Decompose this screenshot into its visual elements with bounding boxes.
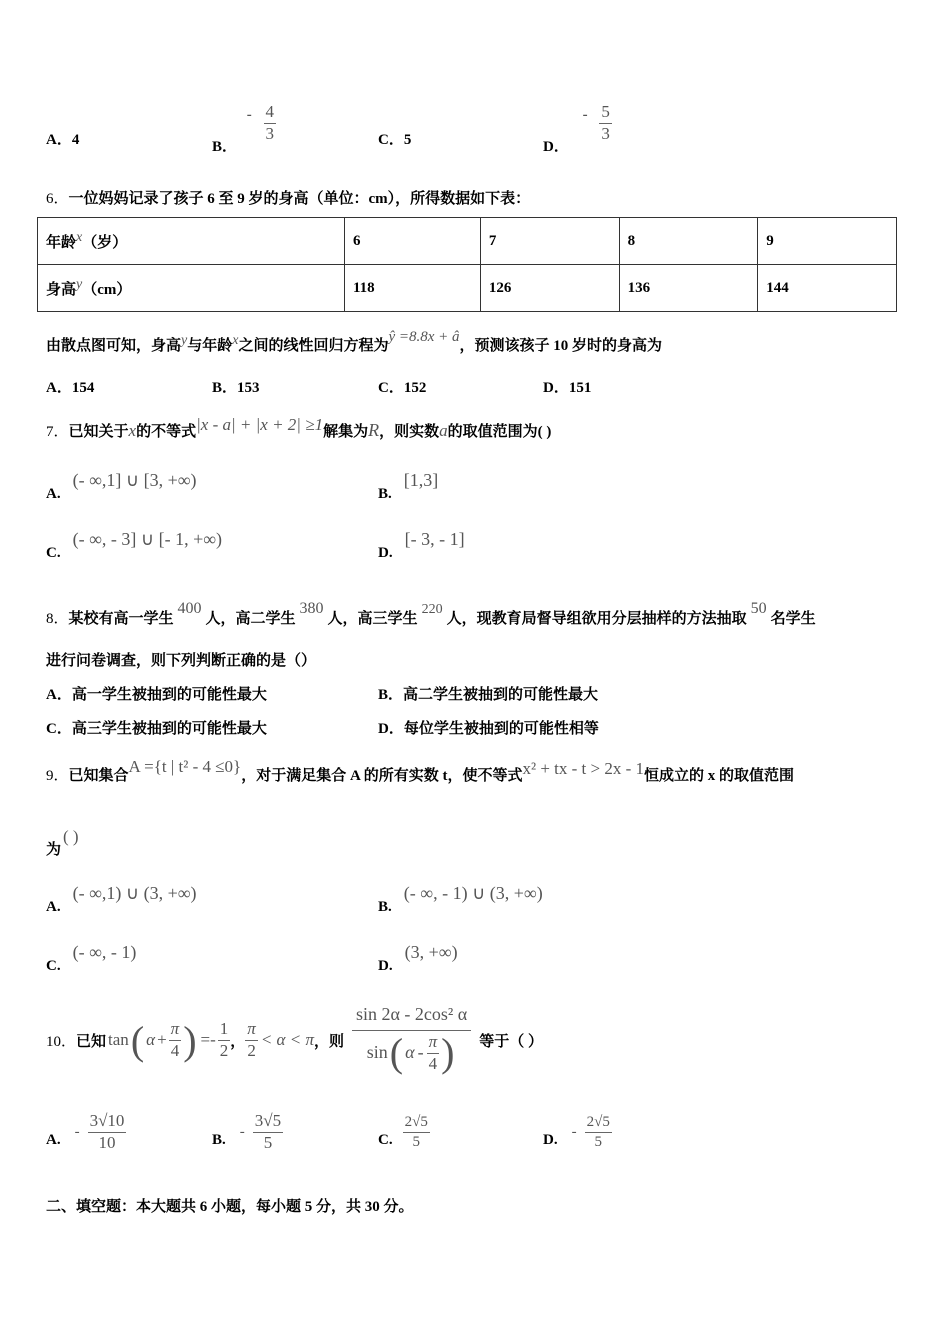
text: 人，高二学生 [205,611,296,627]
var-x: x [128,421,137,440]
table-header-cell [38,218,345,265]
q10-option-d [543,1114,612,1150]
text: 由散点图可知，身高 [46,338,182,354]
option-label: D． [543,138,569,155]
equals-negative: =- [200,1030,216,1049]
option-label: B． [212,380,238,396]
q9-option-b [378,883,543,915]
question-number: 8． [46,611,69,627]
option-value: 5 [403,132,412,148]
option-value: 高一学生被抽到的可能性最大 [71,687,267,703]
option-value: (- ∞, - 1) ∪ (3, +∞) [403,883,543,903]
cell-unit: （cm） [82,282,132,298]
question-number: 6． [46,191,69,207]
q6-option-c [378,376,426,397]
table-row [38,265,897,312]
q9-option-a [46,883,197,915]
var-a: a [439,421,448,440]
option-value: (- ∞, - 3] ∪ [- 1, +∞) [72,529,223,549]
option-value: 154 [71,380,95,396]
table-row [38,218,897,265]
text: ，则实数 [379,424,440,440]
height-data-table [37,217,897,312]
denominator: 4 [428,1053,438,1073]
text: 与年龄 [187,338,233,354]
number: 380 [299,600,324,617]
text: 解集为 [323,424,369,440]
text: 已知关于 [68,424,129,440]
text: 名学生 [770,611,816,627]
question-number: 9． [46,768,69,784]
denominator: 2 [219,1040,229,1060]
fraction-pi-over-4 [169,1020,182,1060]
option-label: C． [378,380,404,396]
fraction [585,1114,612,1150]
q8-option-d [378,717,599,738]
option-label: C. [378,1131,393,1148]
q6-option-d [543,376,591,397]
table-cell: 9 [758,218,897,265]
option-label: C. [46,545,61,561]
numerator: π [169,1020,182,1041]
q10-option-b [212,1112,283,1152]
var: y [76,277,83,292]
question-number: 10． [46,1033,77,1050]
number: 400 [177,600,202,617]
sin-function: sin [366,1042,388,1063]
option-sign: - [239,1123,245,1140]
option-label: A. [46,486,61,502]
right-paren: ) [183,1017,197,1063]
q8-stem [46,600,816,628]
q6-stem [46,187,530,208]
table-cell: 144 [758,265,897,312]
text: 为 [46,842,62,858]
table-cell: 6 [345,218,481,265]
numerator: π [427,1033,440,1054]
fraction-one-half [218,1020,231,1060]
number: 50 [750,600,767,617]
fraction [253,1112,283,1152]
set-expression: A ={t | t² - 4 ≤0} [128,757,242,776]
table-cell: 118 [345,265,481,312]
q6-regression-text [46,329,662,355]
denominator: 5 [412,1133,420,1150]
text: 等于（ ） [479,1033,544,1050]
option-value: 151 [568,380,592,396]
text: ，则 [313,1033,344,1050]
denominator: 5 [594,1133,602,1150]
q5-option-d [543,102,612,155]
fraction-pi-over-2 [245,1020,258,1060]
left-paren: ( [389,1030,404,1076]
main-fraction [352,1005,471,1076]
text: ， [230,1033,246,1050]
text: 恒成立的 x 的取值范围 [644,768,795,784]
option-label: D． [378,721,404,737]
option-value: 每位学生被抽到的可能性相等 [403,721,599,737]
text: 人，高三学生 [327,611,418,627]
fraction [88,1112,127,1152]
inequality: x² + tx - t > 2x - 1 [522,759,645,778]
table-cell: 136 [619,265,758,312]
question-text: 一位妈妈记录了孩子 6 至 9 岁的身高（单位：cm），所得数据如下表： [68,191,531,207]
option-label: D. [378,958,393,974]
option-label: A． [46,380,72,396]
option-label: B． [378,687,404,703]
option-value: (- ∞,1) ∪ (3, +∞) [72,883,197,903]
text: 的不等式 [136,424,197,440]
q8-option-a [46,683,267,704]
fraction [264,103,277,143]
q9-stem [46,757,795,785]
numerator: 4 [264,103,277,124]
option-value: 152 [403,380,427,396]
range-expression: < α < π [260,1030,314,1049]
q7-option-b [378,470,439,502]
option-label: D． [543,380,569,396]
option-label: B． [212,138,238,155]
q7-option-c [46,529,223,561]
var-y: y [181,333,188,348]
cell-label: 年龄 [46,235,77,251]
section-title-fill-in-blank: 二、填空题：本大题共 6 小题，每小题 5 分，共 30 分。 [46,1199,414,1215]
denominator: 4 [170,1040,180,1060]
plus: + [157,1030,167,1049]
numerator: sin 2α - 2cos² α [352,1005,471,1032]
option-value: (- ∞, - 1) [72,942,137,962]
denominator: 3 [601,123,610,143]
text: 的取值范围为( ) [447,424,552,440]
option-label: C． [378,132,404,148]
q9-stem-line2 [46,826,79,858]
denominator: 2 [247,1040,256,1060]
q8-stem-line2: 进行问卷调查，则下列判断正确的是（） [46,653,317,669]
option-label: C． [46,721,72,737]
text: 某校有高一学生 [68,611,174,627]
option-label: D. [543,1131,558,1148]
numerator: 3√5 [253,1112,283,1133]
option-value: 153 [237,380,260,396]
alpha: α [405,1042,415,1063]
table-cell: 8 [619,218,758,265]
denominator [365,1031,459,1075]
text: 之间的线性回归方程为 [238,338,389,354]
numerator: 3√10 [88,1112,127,1133]
answer-blank: ( ) [63,827,79,846]
cell-unit: （岁） [82,235,128,251]
var: x [76,230,83,245]
table-header-cell [38,265,345,312]
q10-option-a [46,1112,126,1152]
numerator: 2√5 [403,1114,430,1133]
option-label: A． [46,132,72,148]
numerator: π [245,1020,258,1041]
option-value: [1,3] [403,470,439,490]
q5-option-c [378,128,411,149]
option-label: B. [378,486,392,502]
q6-option-a [46,376,94,397]
text: 人，现教育局督导组欲用分层抽样的方法抽取 [446,611,747,627]
q9-option-c [46,942,137,974]
fraction-pi-over-4 [427,1033,440,1073]
var-R: R [368,420,380,440]
denominator: 10 [98,1132,116,1152]
tan-function: tan [108,1030,129,1049]
regression-equation: ŷ =8.8x + â [388,329,460,345]
option-value: [- 3, - 1] [404,529,465,549]
q7-option-a [46,470,197,502]
denominator: 3 [265,123,275,143]
option-label: B. [378,899,392,915]
option-value: (- ∞,1] ∪ [3, +∞) [72,470,197,490]
option-sign: - [74,1123,80,1140]
option-value: 4 [71,132,80,148]
option-value: 高三学生被抽到的可能性最大 [71,721,267,737]
option-label: D. [378,545,393,561]
q7-option-d [378,529,465,561]
option-label: A. [46,899,61,915]
q8-option-b [378,683,598,704]
inequality: |x - a| + |x + 2| ≥1 [196,415,324,434]
q7-stem [46,415,552,441]
option-value: 高二学生被抽到的可能性最大 [403,687,599,703]
option-sign: - [246,106,252,123]
text: ，预测该孩子 10 岁时的身高为 [459,338,663,354]
option-sign: - [571,1123,577,1140]
q10-option-c [378,1114,430,1150]
fraction [599,103,612,143]
numerator: 2√5 [585,1114,612,1133]
text: ，对于满足集合 A 的所有实数 t，使不等式 [241,768,523,784]
fraction [403,1114,430,1150]
option-sign: - [582,106,588,123]
text: 已知 [76,1033,107,1050]
text: 已知集合 [68,768,129,784]
table-cell: 126 [480,265,619,312]
question-number: 7． [46,424,69,440]
q10-stem [46,1000,543,1080]
left-paren: ( [130,1017,145,1063]
option-label: A． [46,687,72,703]
q5-option-b [212,102,276,155]
option-label: C. [46,958,61,974]
number: 220 [421,602,443,617]
cell-label: 身高 [46,282,77,298]
numerator: 5 [599,103,612,124]
numerator: 1 [218,1020,231,1041]
right-paren: ) [441,1030,455,1076]
option-label: B. [212,1131,226,1148]
option-value: (3, +∞) [404,942,458,962]
var-x: x [232,333,239,348]
q9-option-d [378,942,458,974]
denominator: 5 [263,1132,273,1152]
table-cell: 7 [480,218,619,265]
q5-option-a [46,128,79,149]
q8-option-c [46,717,267,738]
minus: - [417,1042,424,1063]
alpha: α [146,1030,156,1049]
q6-option-b [212,376,260,397]
option-label: A. [46,1131,61,1148]
